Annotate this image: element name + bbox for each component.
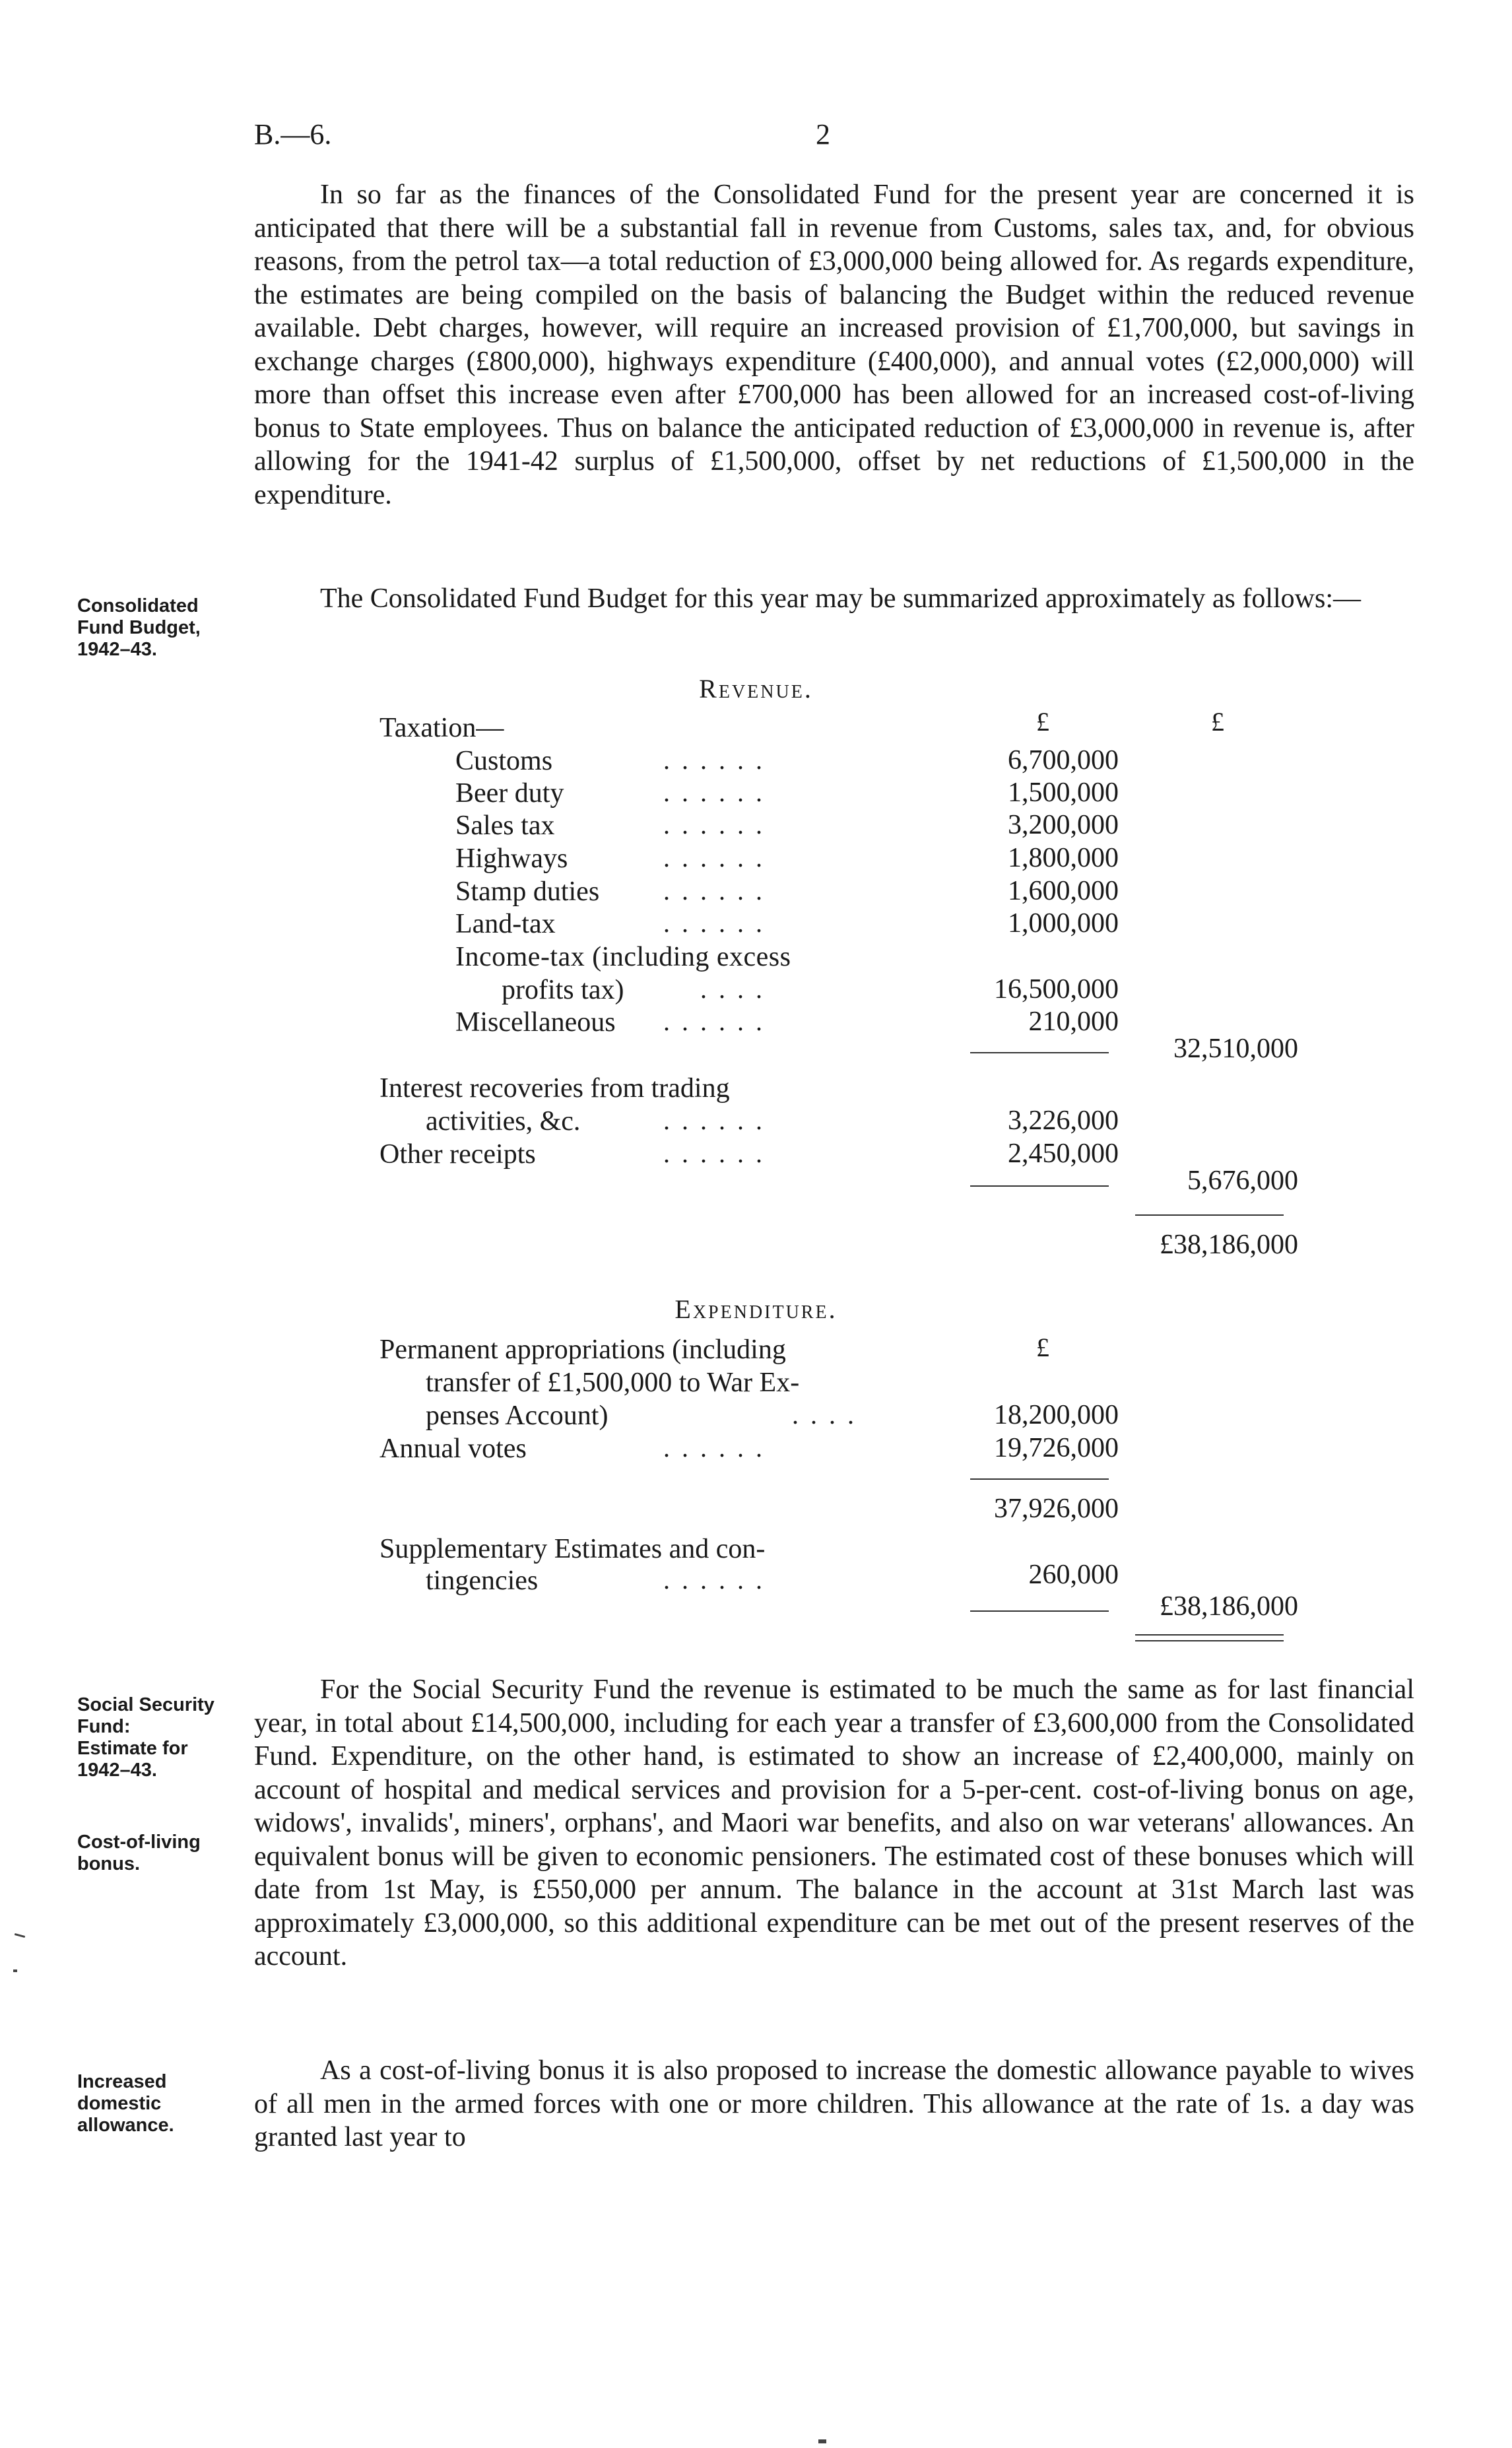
subtotal-rule [970, 1478, 1109, 1480]
dot-leader: . . . . . . [663, 1139, 765, 1168]
annual-votes-value: 19,726,000 [994, 1433, 1119, 1463]
subtotal-rule [970, 1052, 1109, 1053]
paragraph-budget-summary [254, 582, 1414, 616]
dot-leader [663, 974, 765, 1005]
expenditure-subtotal: 37,926,000 [994, 1494, 1119, 1524]
other-receipts-value: 2,450,000 [1008, 1139, 1119, 1169]
currency-symbol: £ [1036, 1333, 1049, 1362]
paragraph-domestic-allowance [254, 2054, 1414, 2154]
dot-leader: . . . . . . [663, 843, 765, 873]
supplementary-value: 260,000 [1028, 1560, 1119, 1590]
revenue-grand-total: £38,186,000 [1160, 1230, 1298, 1260]
paragraph-social-security-fund [254, 1673, 1414, 1973]
sidenote-line: Consolidated [77, 595, 199, 616]
sidenote-line: Fund: [77, 1716, 131, 1737]
tax-row-value: 1,800,000 [1008, 843, 1119, 873]
scan-mark [818, 2439, 826, 2443]
paragraph-consolidated-fund [254, 178, 1414, 512]
sidenote-line: allowance. [77, 2115, 174, 2136]
supplementary-label: tingencies [426, 1566, 539, 1596]
interest-value: 3,226,000 [1008, 1106, 1119, 1136]
dot-leader: . . . . . . [663, 745, 765, 775]
tax-row-value: 6,700,000 [1008, 745, 1119, 776]
sidenote-line: 1942–43. [77, 639, 157, 660]
dot-leader: . . . . . . [663, 1007, 765, 1036]
sidenote-increased-domestic-allowance [77, 2071, 249, 2136]
permanent-appropriations-value: 18,200,000 [994, 1400, 1119, 1430]
scan-mark [15, 1933, 25, 1938]
tax-row-label: Highways [455, 844, 568, 874]
permanent-appropriations-label: transfer of £1,500,000 to War Ex- [426, 1368, 800, 1398]
tax-row-label: Sales tax [455, 810, 555, 841]
annual-votes-label: Annual votes [379, 1434, 527, 1464]
document-code: B.—6. [254, 118, 332, 150]
dot-leader: . . . . . . [663, 1565, 765, 1595]
tax-row-value: 16,500,000 [994, 974, 1119, 1005]
interest-label: Interest recoveries from trading [379, 1073, 730, 1104]
sidenote-cost-of-living-bonus [77, 1832, 249, 1875]
tax-row-value: 210,000 [1028, 1007, 1119, 1037]
sidenote-line: Social Security [77, 1694, 214, 1715]
subtotal-rule [970, 1610, 1109, 1612]
expenditure-grand-total: £38,186,000 [1160, 1591, 1298, 1622]
tax-row-value: 1,500,000 [1008, 777, 1119, 808]
tax-row-value: 3,200,000 [1008, 810, 1119, 840]
tax-row-label: Income-tax (including excess [455, 942, 791, 972]
taxation-total: 32,510,000 [1173, 1034, 1298, 1064]
page-number: 2 [816, 118, 830, 150]
tax-row-label: Stamp duties [455, 877, 600, 907]
sidenote-line: Cost-of-living [77, 1832, 201, 1853]
permanent-appropriations-label: penses Account) [426, 1401, 608, 1431]
double-total-rule [1135, 1634, 1284, 1641]
sidenote-line: bonus. [77, 1853, 141, 1874]
paragraph-text: As a cost-of-living bonus it is also proposed to increase the domestic allowance payable to wives of all men in the armed forces with one or more children. This allowance at the rate of 1s. a day was granted last year to [254, 2055, 1414, 2152]
paragraph-text: In so far as the finances of the Consolidated Fund for the present year are concerned it is anticipated that there will be a substantial fall in revenue from Customs, sales tax, and, for obvious reasons, from the petrol tax—a total reduction of £3,000,000 being allowed for. As regards expenditure, the estimates are being compiled on the basis of balancing the Budget within the reduced revenue available. Debt charges, however, will require an increased provision of £1,700,000, but savings in exchange charges (£800,000), highways expenditure (£400,000), and annual votes (£2,000,000) will more than offset this increase even after £700,000 has been allowed for an increased cost-of-living bonus to State employees. Thus on balance the anticipated reduction of £3,000,000 in revenue is, after allowing for the 1941-42 surplus of £1,500,000, offset by net reductions of £1,500,000 in the expenditure. [254, 180, 1414, 510]
currency-symbol: £ [1036, 707, 1049, 737]
revenue-heading: Revenue. [699, 674, 813, 704]
tax-row-value: 1,000,000 [1008, 908, 1119, 939]
sidenote-line: 1942–43. [77, 1760, 157, 1781]
paragraph-text: For the Social Security Fund the revenue is estimated to be much the same as for last financial year, in total about £14,500,000, including for each year a transfer of £3,600,000 from the Consolidated Fund. Expenditure, on the other hand, is estimated to show an increase of £2,400,000, mainly on account of hospital and medical services and provision for a 5-per-cent. cost-of-living bonus on age, widows', invalids', miners', orphans', and Maori war benefits, and also on war veterans' allowances. An equivalent bonus will be given to economic pensioners. The estimated cost of these bonuses which will date from 1st May, is £550,000 per annum. The balance in the account at 31st March last was approximately £3,000,000, so this additional expenditure can be met out of the present reserves of the account. [254, 1674, 1414, 1971]
sidenote-line: Increased [77, 2071, 167, 2092]
permanent-appropriations-label: Permanent appropriations (including [379, 1335, 786, 1365]
scan-mark [13, 1969, 17, 1972]
interest-label: activities, &c. [426, 1106, 581, 1137]
paragraph-text: The Consolidated Fund Budget for this year may be summarized approximately as follows:— [320, 583, 1362, 614]
tax-row-label: Beer duty [455, 778, 564, 809]
dot-leader: . . . . . . [663, 777, 765, 807]
dot-leader: . . . . . . [663, 908, 765, 938]
taxation-label: Taxation— [379, 713, 504, 743]
dot-leader: . . . . [700, 974, 765, 1004]
total-rule [1135, 1214, 1284, 1216]
expenditure-heading: Expenditure. [674, 1294, 838, 1324]
dot-leader: . . . . . . [663, 876, 765, 906]
dot-leader: . . . . . . [663, 1106, 765, 1135]
tax-row-label: Customs [455, 746, 553, 776]
tax-row-label: Land-tax [455, 909, 556, 939]
tax-row-label: profits tax) [502, 975, 624, 1005]
other-subtotal: 5,676,000 [1187, 1166, 1298, 1196]
sidenote-consolidated-fund-budget [77, 595, 249, 661]
other-receipts-label: Other receipts [379, 1139, 536, 1170]
dot-leader: . . . . [792, 1400, 857, 1430]
currency-symbol: £ [1211, 707, 1224, 737]
subtotal-rule [970, 1185, 1109, 1187]
sidenote-line: Estimate for [77, 1738, 188, 1759]
sidenote-line: domestic [77, 2093, 162, 2114]
dot-leader: . . . . . . [663, 810, 765, 840]
supplementary-label: Supplementary Estimates and con- [379, 1534, 766, 1564]
sidenote-line: Fund Budget, [77, 617, 201, 638]
tax-row-value: 1,600,000 [1008, 876, 1119, 906]
tax-row-label: Miscellaneous [455, 1007, 616, 1038]
sidenote-social-security-fund [77, 1694, 249, 1781]
dot-leader: . . . . . . [663, 1433, 765, 1463]
